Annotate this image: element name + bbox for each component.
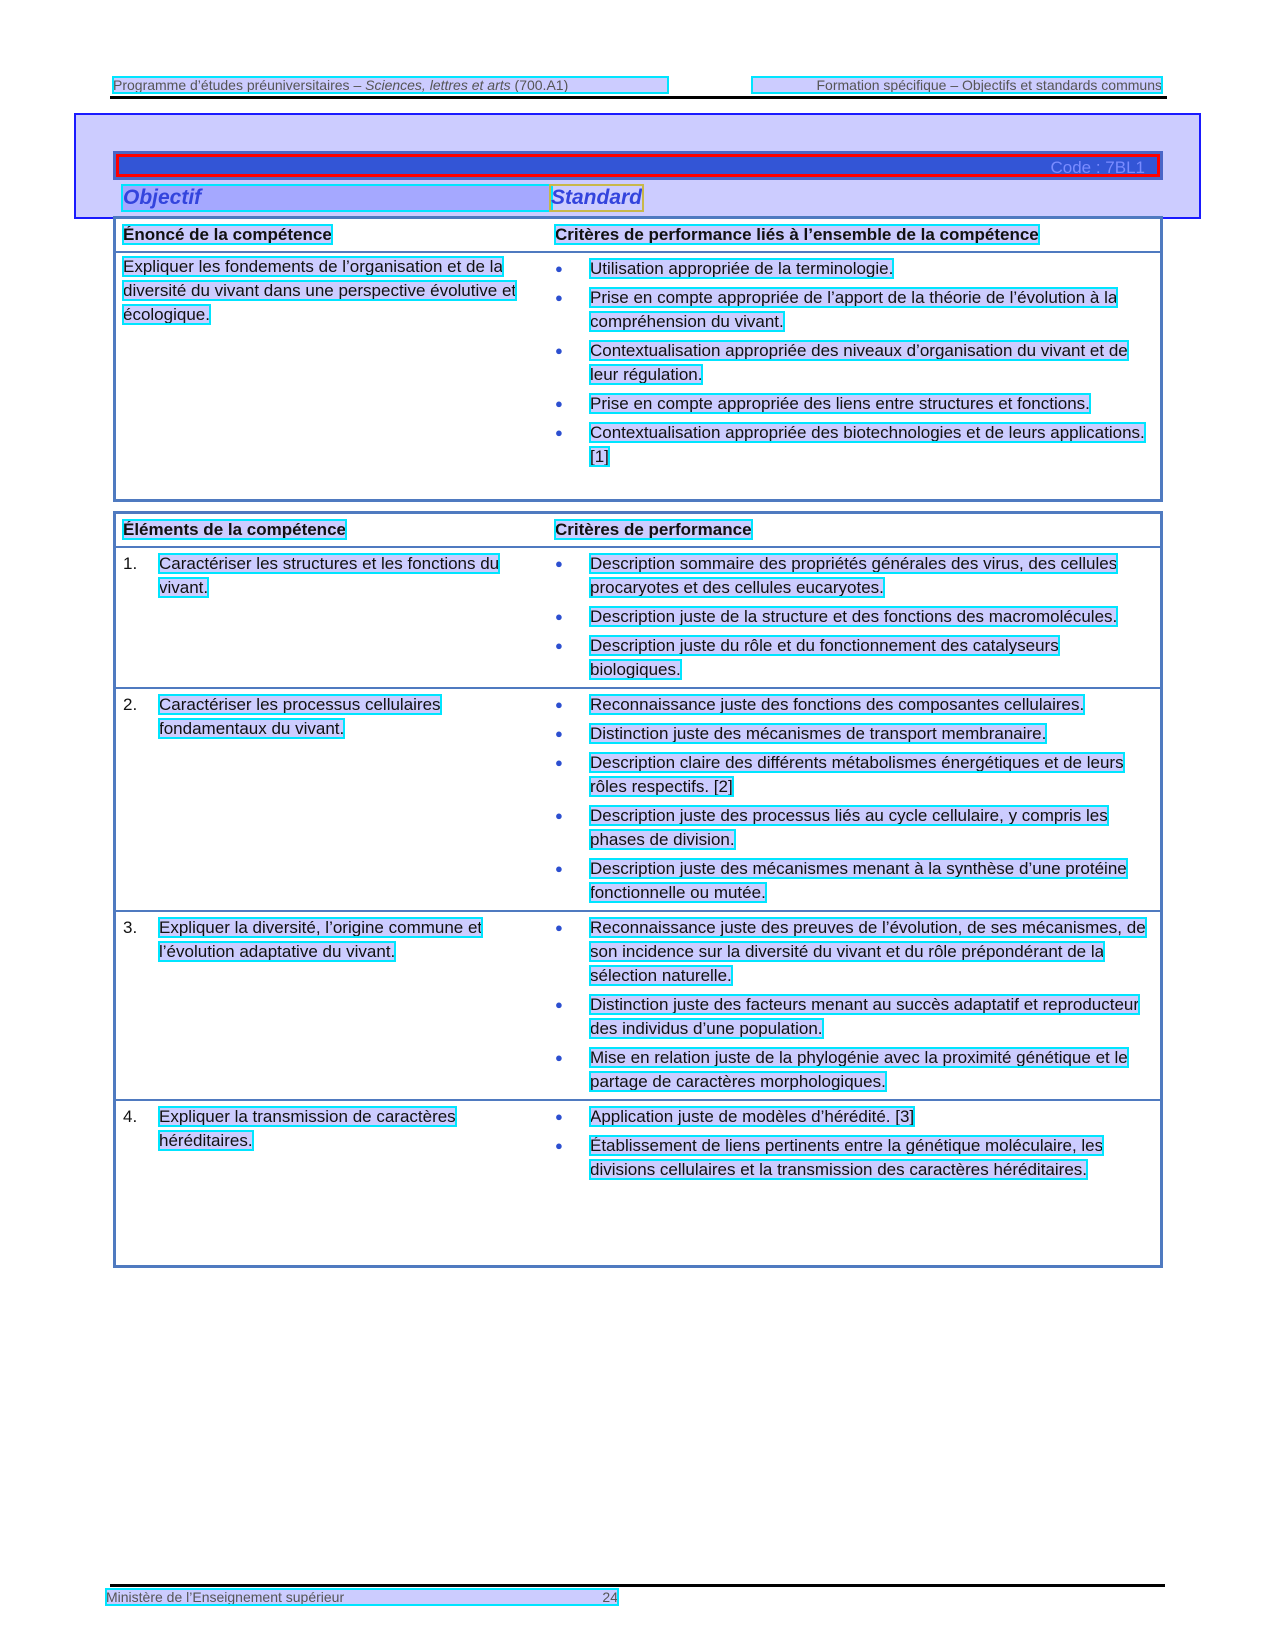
bullet-icon: ●: [555, 697, 563, 712]
bullet-icon: ●: [555, 1138, 563, 1153]
header-program-code: (700.A1): [510, 77, 569, 93]
criterion-item: [555, 286, 1154, 334]
competence-statement: Expliquer les fondements de l’organisation et de la diversité du vivant dans une perspective évolutive et écologique.: [123, 257, 517, 324]
running-header-section: Formation spécifique – Objectifs et standards communs: [752, 77, 1162, 93]
bullet-icon: ●: [555, 638, 563, 653]
footer-ministry: Ministère de l’Enseignement supérieur: [106, 1589, 345, 1605]
element-criteria-list: [555, 912, 1160, 1099]
element-text: Expliquer la transmission de caractères héréditaires.: [159, 1107, 456, 1150]
bullet-icon: ●: [555, 861, 563, 876]
footer-rule: [110, 1584, 1165, 1587]
criterion-item: [555, 1105, 1154, 1129]
competence-row: [116, 251, 1160, 474]
bullet-icon: ●: [555, 755, 563, 770]
element-row: [116, 1099, 1160, 1187]
bullet-icon: ●: [555, 1109, 563, 1124]
criterion-text: Contextualisation appropriée des niveaux d’organisation du vivant et de leur régulation.: [590, 341, 1128, 384]
criterion-item: [555, 693, 1154, 717]
element-number: 2.: [123, 695, 138, 714]
criterion-item: [555, 751, 1154, 799]
bullet-icon: ●: [555, 343, 563, 358]
criterion-text: Description juste des mécanismes menant à la synthèse d’une protéine fonctionnelle ou mutée.: [590, 859, 1127, 902]
header-program-name: Sciences, lettres et arts: [365, 77, 511, 93]
criterion-text: Établissement de liens pertinents entre la génétique moléculaire, les divisions cellulaires et la transmission des caractères héréditaires.: [590, 1136, 1104, 1179]
bullet-icon: ●: [555, 396, 563, 411]
criterion-item: [555, 722, 1154, 746]
elements-table-header: [116, 514, 1160, 546]
bullet-icon: ●: [555, 425, 563, 440]
criterion-text: Contextualisation appropriée des biotechnologies et de leurs applications. [1]: [590, 423, 1145, 466]
criterion-text: Description claire des différents métabolismes énergétiques et de leurs rôles respectifs. [2]: [590, 753, 1124, 796]
running-header-program: [113, 77, 668, 93]
criterion-text: Reconnaissance juste des preuves de l’évolution, de ses mécanismes, de son incidence sur la diversité du vivant et du rôle prépondérant de la sélection naturelle.: [590, 918, 1146, 985]
element-row: [116, 910, 1160, 1099]
code-bar: [113, 151, 1163, 180]
criterion-text: Description juste de la structure et des fonctions des macromolécules.: [590, 607, 1118, 626]
criteria-column-header: Critères de performance liés à l’ensemble de la compétence: [555, 225, 1039, 244]
bullet-icon: ●: [555, 920, 563, 935]
objectif-heading: Objectif: [123, 186, 551, 210]
competence-criteria-list: [555, 253, 1160, 474]
footer: [106, 1589, 618, 1605]
criterion-item: [555, 1046, 1154, 1094]
header-program-prefix: Programme d’études préuniversitaires –: [113, 77, 366, 93]
bullet-icon: ●: [555, 726, 563, 741]
statement-column-header: Énoncé de la compétence: [123, 225, 332, 244]
element-text: Caractériser les structures et les fonctions du vivant.: [159, 554, 500, 597]
page-number: 24: [602, 1589, 618, 1605]
criterion-text: Mise en relation juste de la phylogénie avec la proximité génétique et le partage de caractères morphologiques.: [590, 1048, 1128, 1091]
element-text: Caractériser les processus cellulaires fondamentaux du vivant.: [159, 695, 441, 738]
element-criteria-list: [555, 689, 1160, 910]
criterion-item: [555, 804, 1154, 852]
criterion-item: [555, 421, 1154, 469]
element-row: [116, 687, 1160, 910]
element-number: 4.: [123, 1107, 138, 1126]
criterion-item: [555, 634, 1154, 682]
criterion-text: Application juste de modèles d’hérédité. [3]: [590, 1107, 915, 1126]
criterion-item: [555, 993, 1154, 1041]
criterion-text: Description juste du rôle et du fonctionnement des catalyseurs biologiques.: [590, 636, 1059, 679]
competence-table: [113, 216, 1163, 502]
standard-heading: Standard: [551, 186, 643, 209]
criterion-item: [555, 552, 1154, 600]
header-rule: [110, 96, 1167, 99]
bullet-icon: ●: [555, 556, 563, 571]
criterion-item: [555, 605, 1154, 629]
criterion-text: Utilisation appropriée de la terminologie.: [590, 259, 894, 278]
criterion-item: [555, 339, 1154, 387]
bullet-icon: ●: [555, 261, 563, 276]
criterion-item: [555, 857, 1154, 905]
bullet-icon: ●: [555, 1050, 563, 1065]
criterion-text: Description sommaire des propriétés générales des virus, des cellules procaryotes et des cellules eucaryotes.: [590, 554, 1118, 597]
element-row: [116, 546, 1160, 687]
element-criteria-list: [555, 1101, 1160, 1187]
criterion-text: Distinction juste des facteurs menant au succès adaptatif et reproducteur des individus d’une population.: [590, 995, 1140, 1038]
element-number: 1.: [123, 554, 138, 573]
criterion-text: Prise en compte appropriée de l’apport de la théorie de l’évolution à la compréhension du vivant.: [590, 288, 1118, 331]
bullet-icon: ●: [555, 808, 563, 823]
competency-code: Code : 7BL1: [1050, 158, 1145, 177]
code-bar-inner: [116, 154, 1160, 177]
criterion-item: [555, 257, 1154, 281]
criterion-text: Description juste des processus liés au cycle cellulaire, y compris les phases de division.: [590, 806, 1108, 849]
bullet-icon: ●: [555, 609, 563, 624]
element-text: Expliquer la diversité, l’origine commune et l’évolution adaptative du vivant.: [159, 918, 483, 961]
competence-table-header: [116, 219, 1160, 251]
performance-column-header: Critères de performance: [555, 520, 752, 539]
criterion-text: Distinction juste des mécanismes de transport membranaire.: [590, 724, 1047, 743]
bullet-icon: ●: [555, 290, 563, 305]
criterion-item: [555, 916, 1154, 988]
element-criteria-list: [555, 548, 1160, 687]
element-number: 3.: [123, 918, 138, 937]
criterion-text: Prise en compte appropriée des liens entre structures et fonctions.: [590, 394, 1090, 413]
criterion-item: [555, 1134, 1154, 1182]
elements-column-header: Éléments de la compétence: [123, 520, 346, 539]
criterion-item: [555, 392, 1154, 416]
elements-table: [113, 511, 1163, 1268]
criterion-text: Reconnaissance juste des fonctions des composantes cellulaires.: [590, 695, 1085, 714]
bullet-icon: ●: [555, 997, 563, 1012]
